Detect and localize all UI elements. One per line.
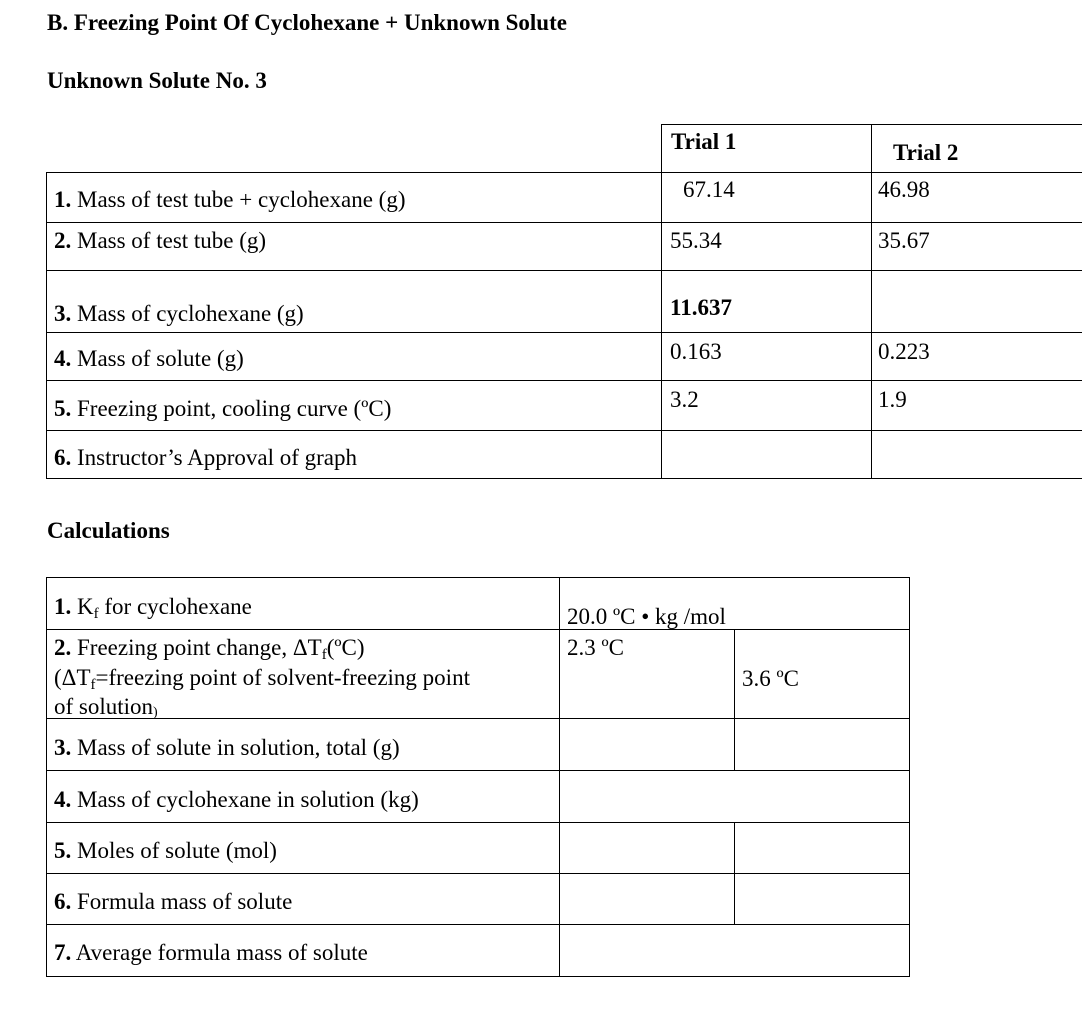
table-row: 2. Mass of test tube (g) <box>54 228 267 253</box>
section-title: B. Freezing Point Of Cyclohexane + Unknown Solute <box>47 10 567 35</box>
table-cell: 3.2 <box>670 387 699 412</box>
table-cell: 55.34 <box>670 228 722 253</box>
table-cell: 1.9 <box>878 387 907 412</box>
table-row: 6. Instructor’s Approval of graph <box>54 445 357 470</box>
table-row: 3. Mass of cyclohexane (g) <box>54 301 304 326</box>
table-row: 7. Average formula mass of solute <box>54 940 368 965</box>
calculations-title: Calculations <box>47 518 170 543</box>
table-row: 1. Mass of test tube + cyclohexane (g) <box>54 187 406 212</box>
kf-value: 20.0 ºC • kg /mol <box>567 604 726 629</box>
table-row: 4. Mass of cyclohexane in solution (kg) <box>54 787 419 812</box>
table-cell: 2.3 ºC <box>567 635 624 660</box>
table-cell: 0.223 <box>878 339 930 364</box>
unknown-solute-label: Unknown Solute No. 3 <box>47 68 267 93</box>
table-cell: 11.637 <box>670 295 732 320</box>
table-cell: 0.163 <box>670 339 722 364</box>
header-trial-2: Trial 2 <box>893 140 959 165</box>
table-row: 3. Mass of solute in solution, total (g) <box>54 735 400 760</box>
table-row: 4. Mass of solute (g) <box>54 346 244 371</box>
table-row: 2. Freezing point change, $\Delta T_f(ºC)$ ($\Delta T_f=freezing$ point of solvent-freezing point of solution) <box>54 635 470 721</box>
table-cell: 46.98 <box>878 177 930 202</box>
header-trial-1: Trial 1 <box>671 129 737 154</box>
table-row: 5. Freezing point, cooling curve (ºC) <box>54 396 392 421</box>
calculations-table <box>0 560 1082 990</box>
table-row: 1. $K_f$ for cyclohexane <box>54 594 252 622</box>
table-cell: 3.6 ºC <box>742 666 799 691</box>
table-row: 6. Formula mass of solute <box>54 889 293 914</box>
table-cell: 67.14 <box>683 177 735 202</box>
table-row: 5. Moles of solute (mol) <box>54 838 277 863</box>
data-table <box>0 0 1082 500</box>
table-cell: 35.67 <box>878 228 930 253</box>
